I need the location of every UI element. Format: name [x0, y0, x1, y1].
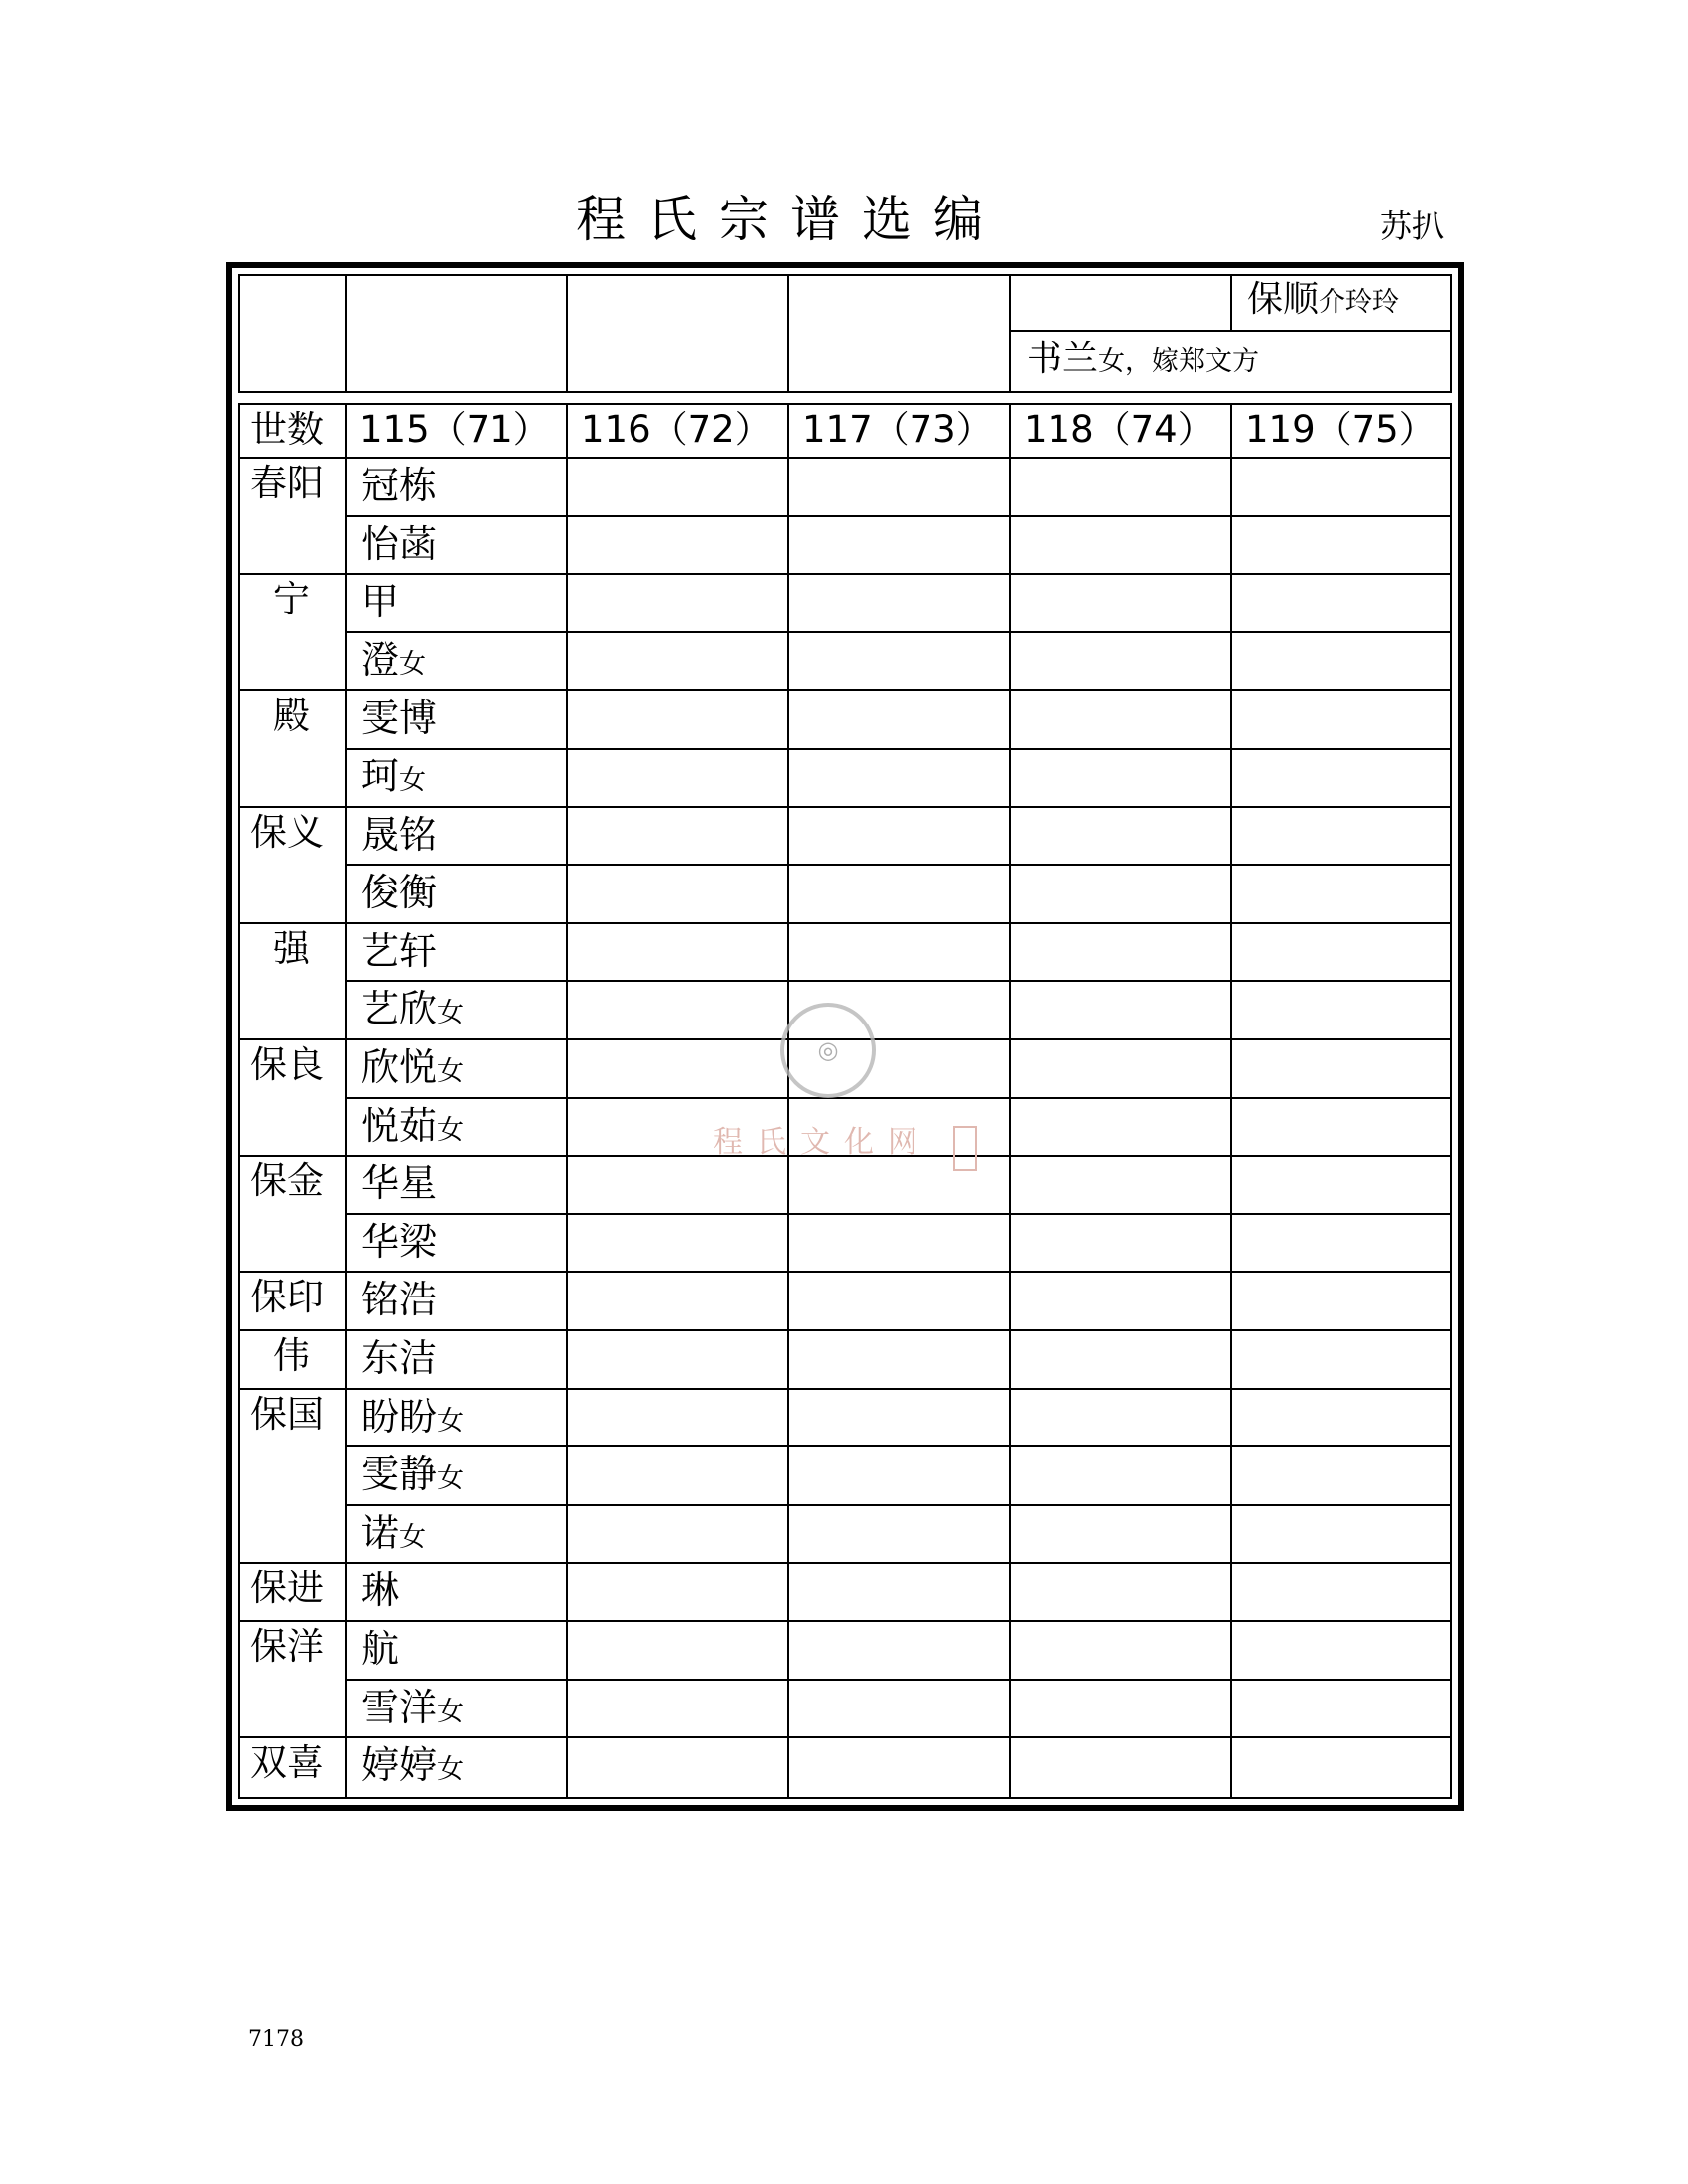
row-divider: [345, 864, 1452, 866]
child-name: 晟铭: [361, 813, 438, 857]
child-note: 女: [437, 1115, 465, 1146]
parent-name: 保进: [250, 1567, 324, 1609]
genealogy-table: [238, 403, 1452, 1799]
child-entry: [361, 1452, 465, 1496]
top-entry-1: [1247, 279, 1400, 320]
top-entry-1-name: 保顺: [1247, 279, 1320, 320]
child-entry: [361, 522, 438, 566]
top-divider-1: [345, 274, 347, 393]
generation-col-116: 116（72）: [581, 408, 772, 451]
row-divider: [238, 1329, 1452, 1331]
row-divider: [345, 748, 1452, 750]
child-name: 甲: [361, 580, 400, 623]
row-divider: [345, 631, 1452, 633]
row-divider: [238, 1388, 1452, 1390]
top-divider-5: [1230, 274, 1232, 332]
row-divider: [345, 1679, 1452, 1681]
child-name: 悦茹: [361, 1104, 438, 1148]
top-entry-1-note: 介玲玲: [1319, 287, 1400, 318]
row-divider: [238, 922, 1452, 924]
child-entry: [361, 929, 438, 973]
top-entry-2-name: 书兰: [1027, 339, 1099, 379]
row-divider: [345, 1504, 1452, 1506]
child-name: 艺轩: [361, 929, 438, 973]
row-divider: [238, 1271, 1452, 1273]
child-name: 雪洋: [361, 1686, 438, 1729]
child-note: 女: [399, 1522, 427, 1553]
child-entry: [361, 813, 438, 857]
row-divider: [238, 1620, 1452, 1622]
child-entry: [361, 871, 438, 914]
parent-name: 宁: [273, 578, 310, 620]
child-name: 铭浩: [361, 1278, 438, 1321]
child-name: 俊衡: [361, 871, 438, 914]
child-name: 诺: [361, 1511, 400, 1555]
child-entry: [361, 1627, 400, 1671]
parent-name: 伟: [273, 1334, 310, 1377]
child-note: 女: [437, 1406, 465, 1436]
parent-name: 强: [273, 927, 310, 970]
child-name: 欣悦: [361, 1045, 438, 1089]
row-divider: [238, 1562, 1452, 1564]
child-entry: [361, 638, 427, 682]
child-entry: [361, 1743, 465, 1787]
row-divider: [238, 573, 1452, 575]
child-note: 女: [437, 1056, 465, 1087]
row-divider: [238, 689, 1452, 691]
parent-name: 双喜: [250, 1741, 324, 1784]
child-entry: [361, 987, 465, 1030]
row-divider: [345, 1445, 1452, 1447]
document-title: 程氏宗谱选编: [576, 191, 1005, 248]
top-divider-2: [566, 274, 568, 393]
child-name: 雯静: [361, 1452, 438, 1496]
top-divider-4: [1009, 274, 1011, 393]
row-divider: [238, 1736, 1452, 1738]
child-entry: [361, 1511, 427, 1555]
generation-label: 世数: [250, 408, 324, 451]
child-name: 琳: [361, 1569, 400, 1612]
child-entry: [361, 1569, 400, 1612]
column-divider: [787, 403, 789, 1799]
parent-name: 殿: [273, 694, 310, 737]
child-name: 婷婷: [361, 1743, 438, 1787]
column-divider: [1009, 403, 1011, 1799]
child-entry: [361, 754, 427, 798]
child-name: 东洁: [361, 1336, 438, 1380]
child-entry: [361, 580, 400, 623]
child-entry: [361, 1336, 438, 1380]
row-divider: [345, 980, 1452, 982]
child-name: 澄: [361, 638, 400, 682]
row-divider: [238, 806, 1452, 808]
region-label: 苏扒: [1380, 207, 1445, 245]
generation-col-117: 117（73）: [802, 408, 993, 451]
top-row-divider: [1009, 330, 1452, 332]
header-row-divider: [238, 457, 1452, 459]
top-divider-3: [787, 274, 789, 393]
row-divider: [345, 1213, 1452, 1215]
parent-name: 保金: [250, 1160, 324, 1202]
child-entry: [361, 1161, 438, 1205]
child-entry: [361, 1395, 465, 1438]
row-divider: [345, 1097, 1452, 1099]
child-entry: [361, 464, 438, 507]
child-name: 冠栋: [361, 464, 438, 507]
column-divider: [1230, 403, 1232, 1799]
child-entry: [361, 696, 438, 740]
child-entry: [361, 1278, 438, 1321]
child-note: 女: [399, 649, 427, 680]
child-note: 女: [437, 1697, 465, 1727]
child-name: 怡菡: [361, 522, 438, 566]
watermark-small-seal-icon: [953, 1126, 977, 1171]
child-entry: [361, 1220, 438, 1264]
parent-name: 保良: [250, 1043, 324, 1086]
page-number: 7178: [248, 2027, 304, 2052]
child-note: 女: [399, 765, 427, 796]
generation-col-115: 115（71）: [359, 408, 550, 451]
child-entry: [361, 1045, 465, 1089]
column-divider: [566, 403, 568, 1799]
child-name: 航: [361, 1627, 400, 1671]
watermark-text: 程氏文化网: [713, 1125, 931, 1160]
child-note: 女: [437, 1754, 465, 1785]
child-note: 女: [437, 998, 465, 1028]
column-divider: [345, 403, 347, 1799]
child-name: 雯博: [361, 696, 438, 740]
watermark-seal-icon: ◎: [780, 1003, 876, 1098]
parent-name: 保义: [250, 811, 324, 854]
row-divider: [345, 515, 1452, 517]
child-name: 珂: [361, 754, 400, 798]
child-name: 艺欣: [361, 987, 438, 1030]
child-entry: [361, 1686, 465, 1729]
top-entry-2-note: 女，嫁郑文方: [1098, 346, 1260, 377]
parent-name: 保国: [250, 1393, 324, 1435]
child-note: 女: [437, 1463, 465, 1494]
generation-col-119: 119（75）: [1245, 408, 1436, 451]
parent-name: 保印: [250, 1276, 324, 1318]
parent-name: 保洋: [250, 1625, 324, 1668]
child-name: 盼盼: [361, 1395, 438, 1438]
child-name: 华星: [361, 1161, 438, 1205]
generation-col-118: 118（74）: [1024, 408, 1214, 451]
child-name: 华梁: [361, 1220, 438, 1264]
child-entry: [361, 1104, 465, 1148]
parent-name: 春阳: [250, 462, 324, 504]
top-entry-2: [1027, 341, 1259, 377]
